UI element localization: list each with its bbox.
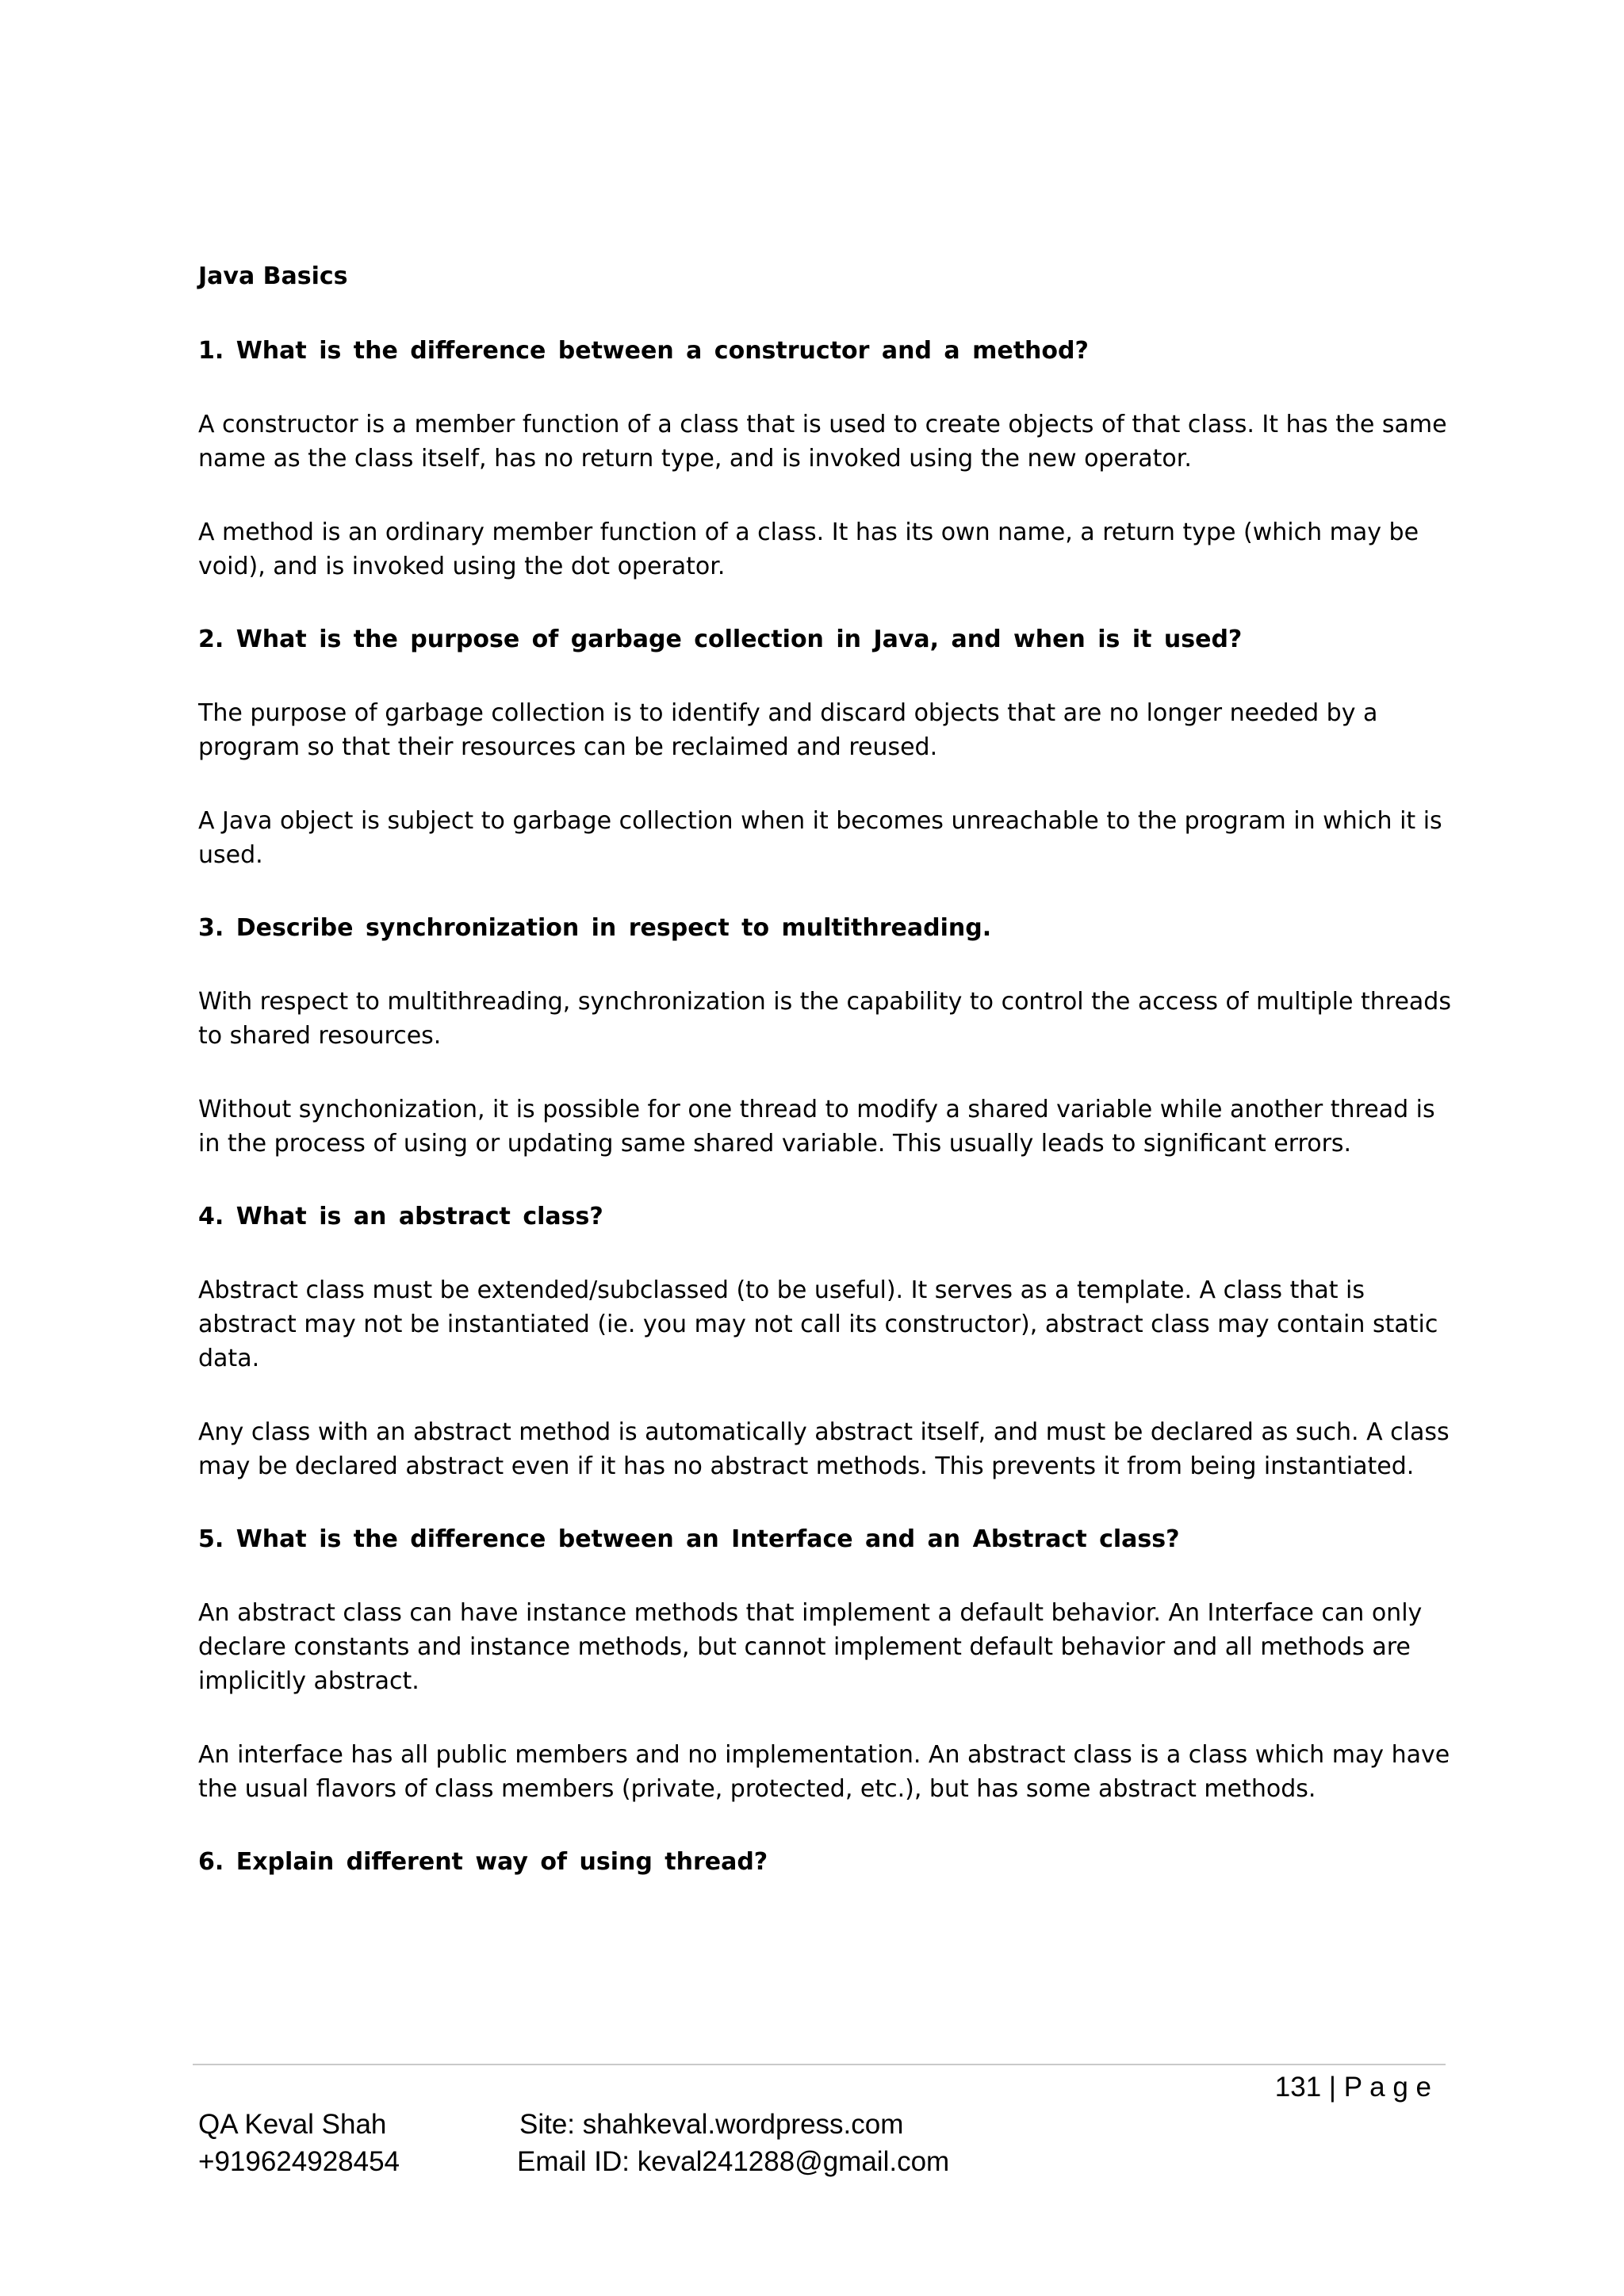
qa-section-4 (198, 1200, 1451, 1483)
answer-paragraph: A method is an ordinary member function of a class. It has its own name, a return type (which may be void), and is invoked using the dot operator. (198, 519, 1419, 580)
answer-paragraph: Abstract class must be extended/subclassed (to be useful). It serves as a template. A class that is abstract may not be instantiated (ie. you may not call its constructor), abstract class may contain static data. (198, 1276, 1438, 1372)
answer-paragraph: A Java object is subject to garbage collection when it becomes unreachable to the program in which it is used. (198, 807, 1442, 869)
answer-paragraph: Without synchonization, it is possible for one thread to modify a shared variable while another thread is in the process of using or updating same shared variable. This usually leads to significant errors. (198, 1096, 1435, 1158)
answer-paragraph: An abstract class can have instance methods that implement a default behavior. An Interface can only declare constants and instance methods, but cannot implement default behavior and all methods are implicitly abstract. (198, 1599, 1423, 1695)
answer-paragraph: A constructor is a member function of a class that is used to create objects of that class. It has the same name as the class itself, has no return type, and is invoked using the new operator. (198, 411, 1447, 473)
question-heading: 5. What is the difference between an Interface and an Abstract class? (198, 1525, 1180, 1553)
qa-section-5 (198, 1523, 1451, 1806)
footer-site: Site: shahkeval.wordpress.com (519, 2109, 904, 2140)
page-title: Java Basics (198, 262, 348, 290)
qa-section-2 (198, 623, 1451, 872)
question-heading: 1. What is the difference between a constructor and a method? (198, 337, 1089, 365)
question-heading: 3. Describe synchronization in respect to multithreading. (198, 914, 992, 942)
answer-paragraph: An interface has all public members and no implementation. An abstract class is a class which may have the usual flavors of class members (private, protected, etc.), but has some abstract methods. (198, 1741, 1450, 1803)
question-heading: 4. What is an abstract class? (198, 1203, 603, 1230)
footer-email: Email ID: keval241288@gmail.com (517, 2146, 950, 2177)
answer-paragraph: The purpose of garbage collection is to identify and discard objects that are no longer needed by a program so that their resources can be reclaimed and reused. (198, 699, 1378, 761)
qa-section-1 (198, 335, 1451, 584)
qa-section-3 (198, 912, 1451, 1161)
page-number: 131 | P a g e (1274, 2072, 1431, 2103)
page-content (198, 260, 1451, 1919)
footer-divider (193, 2064, 1446, 2065)
answer-paragraph: Any class with an abstract method is automatically abstract itself, and must be declared as such. A class may be declared abstract even if it has no abstract methods. This prevents it from being instantiated. (198, 1418, 1450, 1480)
answer-paragraph: With respect to multithreading, synchronization is the capability to control the access of multiple threads to shared resources. (198, 988, 1451, 1050)
footer-phone: +919624928454 (198, 2146, 400, 2177)
question-heading: 6. Explain different way of using thread? (198, 1848, 768, 1876)
qa-section-6 (198, 1846, 1451, 1879)
footer-author-name: QA Keval Shah (198, 2109, 387, 2140)
question-heading: 2. What is the purpose of garbage collection in Java, and when is it used? (198, 626, 1243, 653)
